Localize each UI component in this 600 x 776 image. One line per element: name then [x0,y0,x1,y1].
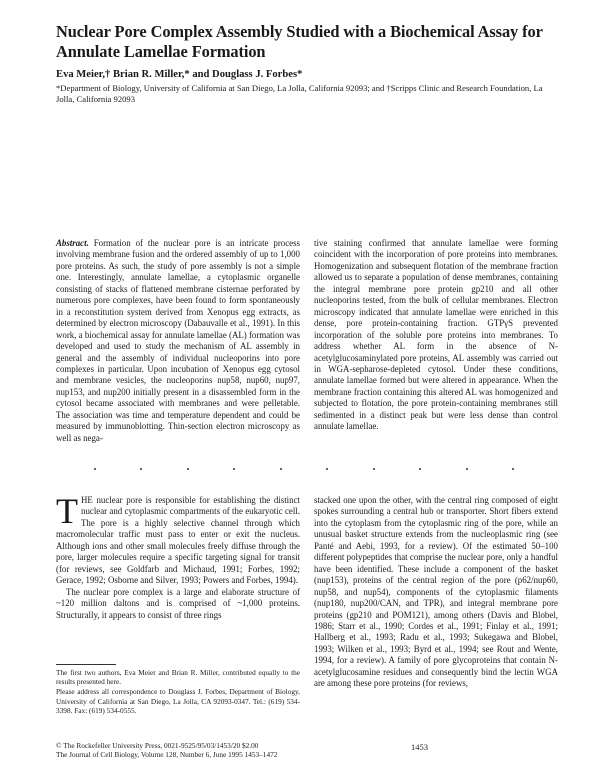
abstract-right-column [314,238,558,433]
section-divider [94,468,514,470]
footnote-rule [56,664,116,665]
footnote-correspondence: Please address all correspondence to Douglass J. Forbes, Department of Biology, University of California at San Diego, La Jolla, CA 92093-0347. Tel.: (619) 534-3398. Fax: (619) 534-0555. [56,687,300,715]
abstract-text-left: Formation of the nuclear pore is an intricate process involving membrane fusion and the ordered assembly of up to 1,000 pore proteins. As such, the study of pore assembly is not a simple one. Interestingly, annulate lamellae, a cytoplasmic organelle consisting of stacks of flattened membrane cisternae perforated by numerous pore complexes, have been found to form spontaneously in a reconstitution system derived from Xenopus egg extracts, as determined by electron microscopy (Dabauvalle et al., 1991). In this work, a biochemical assay for annulate lamellae (AL) formation was developed and used to study the mechanism of AL assembly in general and the assembly of individual nucleoporins into pore complexes in particular. Upon incubation of Xenopus egg cytosol and membrane vesicles, the nucleoporins nup58, nup60, nup97, nup153, and nup200 initially present in a disassembled form in the cytosol became associated with membranes and were pelletable. The association was time and temperature dependent and could be measured by immunoblotting. Thin-section electron microscopy as well as nega- [56,238,300,443]
intro-paragraph-2: The nuclear pore complex is a large and elaborate structure of ~120 million daltons and is comprised of ~1,000 proteins. Structurally, it appears to consist of three rings [56,586,300,620]
article-title: Nuclear Pore Complex Assembly Studied with a Biochemical Assay for Annulate Lamellae Formation [56,22,543,61]
body-left-column [56,491,300,621]
author-list: Eva Meier,† Brian R. Miller,* and Douglass J. Forbes* [56,69,303,80]
page-number: 1453 [411,742,428,752]
abstract-label: Abstract. [56,238,89,248]
intro-paragraph-3: stacked one upon the other, with the central ring composed of eight spokes surrounding a central hub or transporter. Short fibers extend into the cytoplasm from the cytoplasmic ring of the pore, while an unusual basket structure extends from the nucleoplasmic ring (see Panté and Aebi, 1993, for a review). Of the estimated 50–100 different polypeptides that comprise the nuclear pore, only a handful have been identified. These include a component of the basket (nup153), proteins of the central region of the pore (p62/nup60, nup58, and nup54), components of the cytoplasmic filaments (nup180, nup200/CAN, and TPR), and integral membrane pore proteins (gp210 and POM121), among others (Davis and Blobel, 1986; Starr et al., 1990; Cordes et al., 1991; Finlay et al., 1991; Hallberg et al., 1993; Radu et al., 1993; Sukegawa and Blobel, 1993; Wilken et al., 1993; Byrd et al., 1994; see Rout and Wente, 1994, for a review). A family of pore glycoproteins that contain N-acetylglucosamine residues and consequently bind the lectin WGA are among these pore proteins (for reviews, [314,495,558,689]
affiliation: *Department of Biology, University of California at San Diego, La Jolla, California 92093; and †Scripps Clinic and Research Foundation, La Jolla, California 92093 [56,83,543,104]
journal-footer [56,741,386,759]
body-right-column [314,495,558,690]
footnotes [56,668,300,716]
citation-line: The Journal of Cell Biology, Volume 128, Number 6, June 1995 1453–1472 [56,750,278,760]
abstract-left-column [56,238,300,444]
drop-cap: T [56,491,78,531]
footnote-equal-contribution: The first two authors, Eva Meier and Brian R. Miller, contributed equally to the results presented here. [56,668,300,687]
intro-paragraph-1: HE nuclear pore is responsible for establishing the distinct nuclear and cytoplasmic compartments of the eukaryotic cell. The pore is a highly selective channel through which macromolecular traffic must pass to enter or exit the nucleus. Although ions and other small molecules freely diffuse through the pore, larger molecules require a specific targeting signal for transit (for reviews, see Goldfarb and Michaud, 1991; Forbes, 1992; Gerace, 1992; Osborne and Silver, 1993; Powers and Forbes, 1994). [56,495,300,586]
copyright-line: © The Rockefeller University Press, 0021-9525/95/03/1453/20 $2.00 [56,741,259,750]
abstract-text-right: tive staining confirmed that annulate lamellae were forming coincident with the incorporation of pore proteins into membranes. Homogenization and subsequent flotation of the membrane fraction allowed us to separate a population of dense membranes, containing the integral membrane pore protein gp210 and all other nucleoporins tested, from the bulk of cellular membranes. Electron microscopy indicated that annulate lamellae were enriched in this dense, pore protein-containing fraction. GTPγS prevented incorporation of the soluble pore proteins into membranes. To address whether AL form in the absence of N-acetylglucosaminylated pore proteins, AL assembly was carried out in WGA-sepharose-depleted cytosol. Under these conditions, annulate lamellae formed but were altered in appearance. When the membrane fraction containing this altered AL was homogenized and subjected to flotation, the pore protein-containing membranes still sedimented in a distinct peak but were less dense than control annulate lamellae. [314,238,558,432]
